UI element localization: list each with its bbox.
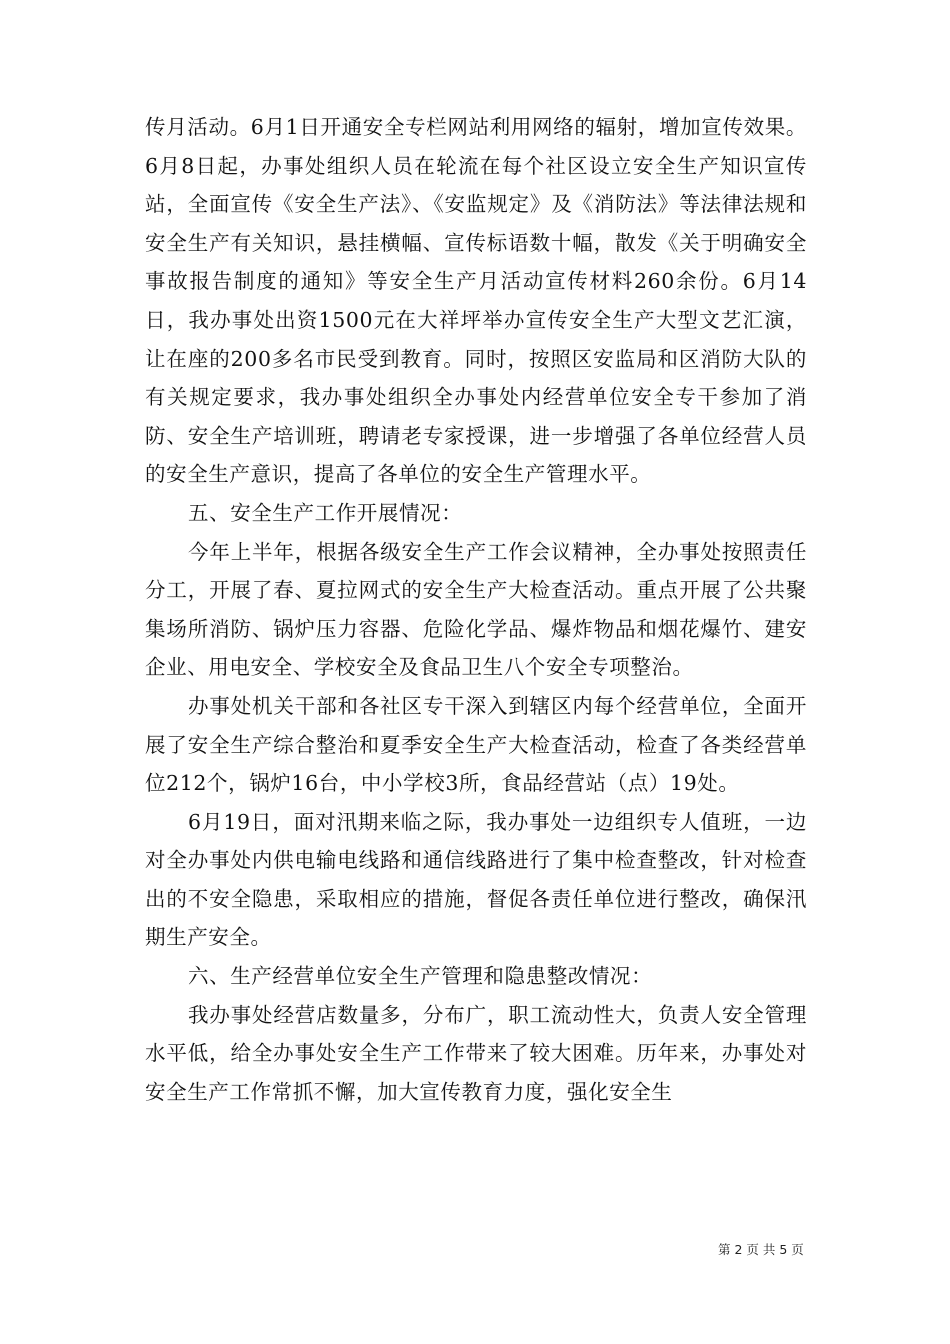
page-number-footer: 第 2 页 共 5 页	[718, 1242, 804, 1257]
paragraph-management: 我办事处经营店数量多，分布广，职工流动性大，负责人安全管理水平低，给全办事处安全生产工作带来了较大困难。历年来，办事处对安全生产工作常抓不懈，加大宣传教育力度，强化安全生	[145, 1002, 807, 1104]
paragraph-continuation: 传月活动。6月1日开通安全专栏网站利用网络的辐射，增加宣传效果。6月8日起，办事处组织人员在轮流在每个社区设立安全生产知识宣传站，全面宣传《安全生产法》、《安监规定》及《消防法》等法律法规和安全生产有关知识，悬挂横幅、宣传标语数十幅，散发《关于明确安全事故报告制度的通知》等安全生产月活动宣传材料260余份。6月14日，我办事处出资1500元在大祥坪举办宣传安全生产大型文艺汇演，让在座的200多名市民受到教育。同时，按照区安监局和区消防大队的有关规定要求，我办事处组织全办事处内经营单位安全专干参加了消防、安全生产培训班，聘请老专家授课，进一步增强了各单位经营人员的安全生产意识，提高了各单位的安全生产管理水平。	[145, 115, 807, 487]
paragraph-inspection-overview: 今年上半年，根据各级安全生产工作会议精神，全办事处按照责任分工，开展了春、夏拉网式的安全生产大检查活动。重点开展了公共聚集场所消防、锅炉压力容器、危险化学品、爆炸物品和烟花爆竹、建安企业、用电安全、学校安全及食品卫生八个安全专项整治。	[145, 539, 807, 680]
paragraph-inspection-stats: 办事处机关干部和各社区专干深入到辖区内每个经营单位，全面开展了安全生产综合整治和夏季安全生产大检查活动，检查了各类经营单位212个，锅炉16台，中小学校3所，食品经营站（点）19处。	[145, 693, 807, 796]
paragraph-flood-season: 6月19日，面对汛期来临之际，我办事处一边组织专人值班，一边对全办事处内供电输电线路和通信线路进行了集中检查整改，针对检查出的不安全隐患，采取相应的措施，督促各责任单位进行整改，确保汛期生产安全。	[145, 809, 807, 950]
document-body	[145, 108, 807, 1111]
section-heading-6: 六、生产经营单位安全生产管理和隐患整改情况：	[188, 964, 653, 989]
section-heading-5: 五、安全生产工作开展情况：	[188, 500, 463, 525]
